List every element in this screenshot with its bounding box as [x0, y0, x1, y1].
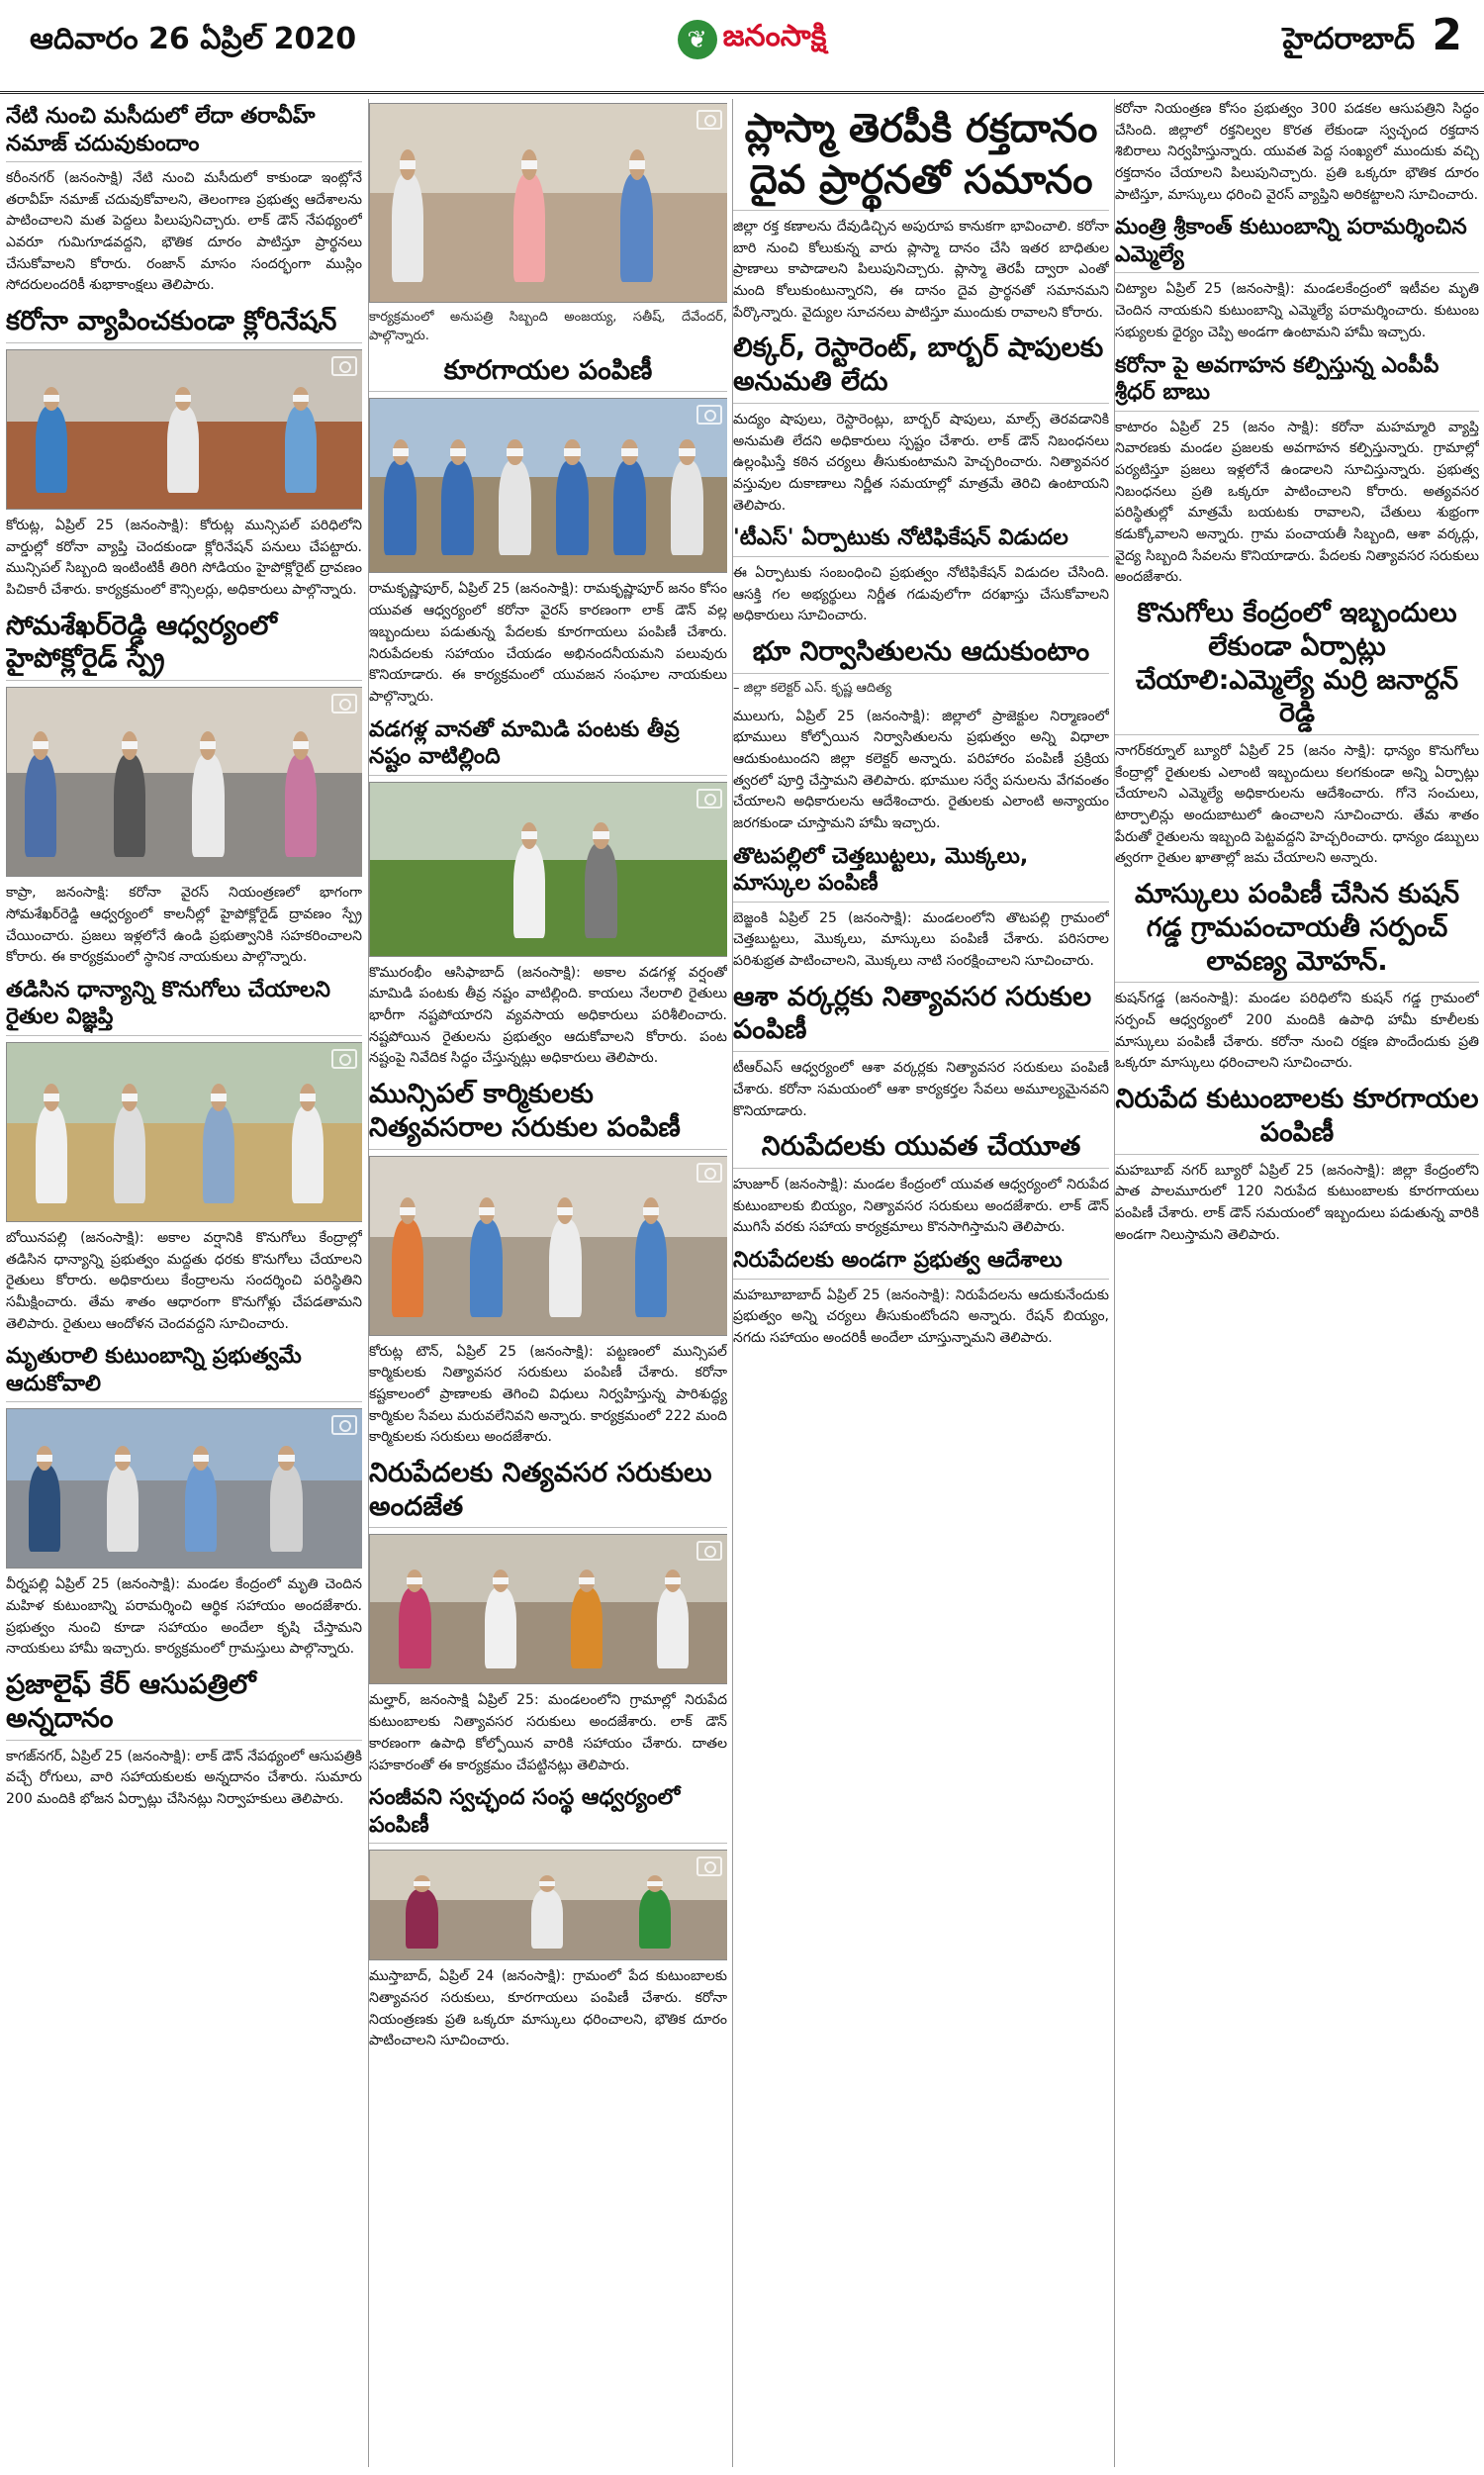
news-photo — [6, 1042, 362, 1222]
article-body: కాగజ్‌నగర్, ఏప్రిల్ 25 (జనంసాక్షి): లాక్ డౌన్ నేపథ్యంలో ఆసుపత్రికి వచ్చే రోగులు, వారి సహాయకులకు అన్నదానం చేశారు. సుమారు 200 మందికి భోజన ఏర్పాట్లు చేసినట్లు నిర్వాహకులు తెలిపారు. — [6, 1748, 362, 1807]
edition-city: హైదరాబాద్ — [1282, 22, 1415, 56]
article-headline: నిరుపేదలకు నిత్యవసర సరుకులు అందజేత — [369, 1457, 727, 1529]
article-headline: మాస్కులు పంపిణీ చేసిన కుషన్ గడ్డ గ్రామపంచాయతీ సర్పంచ్ లావణ్య మోహన్. — [1115, 878, 1479, 983]
masthead — [0, 0, 1484, 94]
camera-icon — [696, 789, 722, 809]
article-body: కొమురంభీం ఆసిఫాబాద్ (జనంసాక్షి): అకాల వడగళ్ల వర్షంతో మామిడి పంటకు తీవ్ర నష్టం వాటిల్లింది. కాయలు నేలరాలి రైతులు భారీగా నష్టపోయారని వ్యవసాయ అధికారులు పరిశీలించారు. నష్టపోయిన రైతులను ప్రభుత్వం ఆదుకోవాలని కోరారు. పంట నష్టంపై నివేదిక సిద్ధం చేస్తున్నట్లు అధికారులు తెలిపారు. — [369, 964, 727, 1067]
article-headline: ప్రజాలైఫ్ కేర్ ఆసుపత్రిలో అన్నదానం — [6, 1668, 362, 1741]
article-headline: కొనుగోలు కేంద్రంలో ఇబ్బందులు లేకుండా ఏర్పాట్లు చేయాలి:ఎమ్మెల్యే మర్రి జనార్దన్ రెడ్డి — [1115, 597, 1479, 735]
article-body: మహబూబాబాద్ ఏప్రిల్ 25 (జనంసాక్షి): నిరుపేదలను ఆదుకునేందుకు ప్రభుత్వం అన్ని చర్యలు తీసుకుంటోందని అన్నారు. రేషన్ బియ్యం, నగదు సహాయం అందరికీ అందేలా చూస్తున్నామని తెలిపారు. — [733, 1286, 1109, 1346]
article-byline: – జిల్లా కలెక్టర్ ఎస్. కృష్ణ ఆదిత్య — [733, 680, 892, 696]
article-body: మహబూబ్ నగర్ బ్యూరో ఏప్రిల్ 25 (జనంసాక్షి): జిల్లా కేంద్రంలోని పాత పాలమూరులో 120 నిరుపేద కుటుంబాలకు కూరగాయలు పంపిణీ చేశారు. లాక్ డౌన్ సమయంలో ఇబ్బందులు పడుతున్న వారికి అండగా నిలుస్తామని తెలిపారు. — [1115, 1162, 1479, 1243]
camera-icon — [331, 1415, 357, 1435]
article-headline: నేటి నుంచి మసీదులో లేదా తరావీహ్ నమాజ్ చదువుకుందాం — [6, 103, 362, 162]
column-4 — [1114, 99, 1479, 2467]
article-headline: కూరగాయల పంపిణీ — [369, 354, 727, 393]
article-body: జిల్లా రక్త కణాలను దేవుడిచ్చిన అపురూప కానుకగా భావించాలి. కరోనా బారి నుంచి కోలుకున్న వారు ప్లాస్మా దానం చేసి ఇతర బాధితుల ప్రాణాలు కాపాడాలని పిలుపునిచ్చారు. ప్లాస్మా తెరపీ ద్వారా ఎంతో మంది కోలుకుంటున్నారని, ఈ దానం దైవ ప్రార్థనతో సమానమని పేర్కొన్నారు. వైద్యుల సూచనలు పాటిస్తూ ముందుకు రావాలని కోరారు. — [733, 219, 1109, 321]
photo-caption: కార్యక్రమంలో అనుపత్రి సిబ్బంది అంజయ్య, సతీష్, దేవేందర్, పాల్గొన్నారు. — [369, 310, 727, 343]
camera-icon — [331, 356, 357, 376]
paper-logo — [653, 10, 851, 69]
article-headline: మున్సిపల్ కార్మికులకు నిత్యవసరాల సరుకుల పంపిణీ — [369, 1078, 727, 1150]
article-headline: సంజీవని స్వచ్ఛంద సంస్థ ఆధ్వర్యంలో పంపిణీ — [369, 1784, 727, 1844]
article-body: కుషన్‌గడ్డ (జనంసాక్షి): మండల పరిధిలోని కుషన్ గడ్డ గ్రామంలో సర్పంచ్ ఆధ్వర్యంలో 200 మందికి ఉపాధి హామీ కూలీలకు మాస్కులు పంపిణీ చేశారు. కరోనా నుంచి రక్షణ పొందేందుకు ప్రతి ఒక్కరూ మాస్కులు ధరించాలని సూచించారు. — [1115, 991, 1479, 1072]
article-body: టీఆర్ఎస్ ఆధ్వర్యంలో ఆశా వర్కర్లకు నిత్యావసర సరుకులు పంపిణీ చేశారు. కరోనా సమయంలో ఆశా కార్యకర్తల సేవలు అమూల్యమైనవని కొనియాడారు. — [733, 1060, 1109, 1119]
article-body: వీర్నపల్లి ఏప్రిల్ 25 (జనంసాక్షి): మండల కేంద్రంలో మృతి చెందిన మహిళ కుటుంబాన్ని పరామర్శించి ఆర్థిక సహాయం అందజేశారు. ప్రభుత్వం నుంచి కూడా సహాయం అందేలా కృషి చేస్తామని నాయకులు హామీ ఇచ్చారు. కార్యక్రమంలో గ్రామస్తులు పాల్గొన్నారు. — [6, 1576, 362, 1658]
article-headline: భూ నిర్వాసితులను ఆదుకుంటాం — [733, 635, 1109, 674]
camera-icon — [696, 1541, 722, 1561]
article-body: కాప్రా, జనంసాక్షి: కరోనా వైరస్ నియంత్రణలో భాగంగా సోమశేఖర్‌రెడ్డి ఆధ్వర్యంలో కాలనీల్లో హైపోక్లోరైడ్ ద్రావణం స్ప్రే చేయించారు. ప్రజలు ఇళ్లలోనే ఉండి ప్రభుత్వానికి సహకరించాలని కోరారు. ఈ కార్యక్రమంలో స్థానిక నాయకులు పాల్గొన్నారు. — [6, 885, 362, 966]
camera-icon — [696, 1163, 722, 1183]
article-body: మద్యం షాపులు, రెస్టారెంట్లు, బార్బర్ షాపులు, మాల్స్ తెరవడానికి అనుమతి లేదని అధికారులు స్పష్టం చేశారు. లాక్ డౌన్ నిబంధనలు ఉల్లంఘిస్తే కఠిన చర్యలు తీసుకుంటామని హెచ్చరించారు. నిత్యావసర వస్తువుల దుకాణాలు నిర్ణీత సమయాల్లో మాత్రమే తెరిచి ఉంటాయని తెలిపారు. — [733, 411, 1109, 514]
article-headline: 'టీఎస్' ఏర్పాటుకు నోటిఫికేషన్ విడుదల — [733, 524, 1109, 557]
column-3 — [732, 99, 1109, 2467]
issue-date: ఆదివారం 26 ఏప్రిల్ 2020 — [30, 22, 357, 56]
article-headline: నిరుపేద కుటుంబాలకు కూరగాయల పంపిణీ — [1115, 1083, 1479, 1155]
article-headline: తడిసిన ధాన్యాన్ని కొనుగోలు చేయాలని రైతుల విజ్ఞప్తి — [6, 977, 362, 1036]
news-photo — [6, 1408, 362, 1569]
news-photo — [6, 349, 362, 510]
article-body: హుజూర్ (జనంసాక్షి): మండల కేంద్రంలో యువత ఆధ్వర్యంలో నిరుపేద కుటుంబాలకు బియ్యం, నిత్యావసర సరుకులు అందజేశారు. లాక్ డౌన్ ముగిసే వరకు సహాయ కార్యక్రమాలు కొనసాగిస్తామని తెలిపారు. — [733, 1177, 1109, 1236]
article-headline: కరోనా వ్యాపించకుండా క్లోరినేషన్ — [6, 305, 362, 343]
article-headline: తొటపల్లిలో చెత్తబుట్టలు, మొక్కలు, మాస్కుల పంపిణీ — [733, 843, 1109, 903]
article-body: చిట్యాల ఏప్రిల్ 25 (జనంసాక్షి): మండలకేంద్రంలో ఇటీవల మృతి చెందిన నాయకుని కుటుంబాన్ని ఎమ్మెల్యే పరామర్శించారు. కుటుంబ సభ్యులకు ధైర్యం చెప్పి అండగా ఉంటామని హామీ ఇచ్చారు. — [1115, 281, 1479, 340]
lead-headline: ప్లాస్మా తెరపీకి రక్తదానం దైవ ప్రార్థనతో సమానం — [733, 103, 1109, 211]
column-2 — [368, 99, 727, 2467]
article-body: ముస్తాబాద్, ఏప్రిల్ 24 (జనంసాక్షి): గ్రామంలో పేద కుటుంబాలకు నిత్యావసర సరుకులు, కూరగాయలు పంపిణీ చేశారు. కరోనా నియంత్రణకు ప్రతి ఒక్కరూ మాస్కులు ధరించాలని, భౌతిక దూరం పాటించాలని సూచించారు. — [369, 1968, 727, 2049]
article-body: కోరుట్ల టౌన్, ఏప్రిల్ 25 (జనంసాక్షి): పట్టణంలో మున్సిపల్ కార్మికులకు నిత్యావసర సరుకులు పంపిణీ చేశారు. కరోనా కష్టకాలంలో ప్రాణాలకు తెగించి విధులు నిర్వహిస్తున్న పారిశుద్ధ్య కార్మికుల సేవలు మరువలేనివని అన్నారు. కార్యక్రమంలో 222 మంది కార్మికులకు సరుకులు అందజేశారు. — [369, 1343, 727, 1446]
article-body: మల్హార్, జనంసాక్షి ఏప్రిల్ 25: మండలంలోని గ్రామాల్లో నిరుపేద కుటుంబాలకు నిత్యావసర సరుకులు అందజేశారు. లాక్ డౌన్ కారణంగా ఉపాధి కోల్పోయిన వారికి సహాయం చేశారు. దాతల సహకారంతో ఈ కార్యక్రమం చేపట్టినట్లు తెలిపారు. — [369, 1692, 727, 1773]
article-headline: మృతురాలి కుటుంబాన్ని ప్రభుత్వమే ఆదుకోవాలి — [6, 1343, 362, 1402]
article-headline: నిరుపేదలకు అండగా ప్రభుత్వ ఆదేశాలు — [733, 1247, 1109, 1280]
article-body: కరోనా నియంత్రణ కోసం ప్రభుత్వం 300 పడకల ఆసుపత్రిని సిద్ధం చేసింది. జిల్లాలో రక్తనిల్వల కొరత లేకుండా స్వచ్ఛంద రక్తదాన శిబిరాలు నిర్వహిస్తున్నారు. యువత పెద్ద సంఖ్యలో ముందుకు వచ్చి రక్తదానం చేయాలని పిలుపునిచ్చారు. ప్రతి ఒక్కరూ భౌతిక దూరం పాటిస్తూ, మాస్కులు ధరించి వైరస్ వ్యాప్తిని అరికట్టాలని సూచించారు. — [1115, 101, 1479, 203]
camera-icon — [331, 1049, 357, 1069]
camera-icon — [696, 405, 722, 425]
camera-icon — [331, 694, 357, 714]
news-photo — [369, 398, 727, 573]
article-body: రామకృష్ణాపూర్, ఏప్రిల్ 25 (జనంసాక్షి): రామకృష్ణాపూర్ జనం కోసం యువత ఆధ్వర్యంలో కరోనా వైరస్ కారణంగా లాక్ డౌన్ వల్ల ఇబ్బందులు పడుతున్న పేదలకు కూరగాయలు పంపిణీ చేశారు. నిరుపేదలకు సహాయం చేయడం అభినందనీయమని పలువురు కొనియాడారు. ఈ కార్యక్రమంలో యువజన సంఘాల నాయకులు పాల్గొన్నారు. — [369, 581, 727, 705]
news-photo — [369, 1850, 727, 1960]
camera-icon — [696, 1856, 722, 1876]
article-body: నాగర్‌కర్నూల్ బ్యూరో ఏప్రిల్ 25 (జనం సాక్షి): ధాన్యం కొనుగోలు కేంద్రాల్లో రైతులకు ఎలాంటి ఇబ్బందులు కలగకుండా అన్ని ఏర్పాట్లు చేయాలని ఎమ్మెల్యే అధికారులను ఆదేశించారు. గోనె సంచులు, టార్పాలిన్లు అందుబాటులో ఉంచాలని సూచించారు. తేమ శాతం పేరుతో రైతులను ఇబ్బంది పెట్టవద్దని హెచ్చరించారు. ధాన్యం డబ్బులు త్వరగా రైతుల ఖాతాల్లో జమ చేయాలని అన్నారు. — [1115, 743, 1479, 867]
article-headline: సోమశేఖర్‌రెడ్డి ఆధ్వర్యంలో హైపోక్లోరైడ్ స్ప్రే — [6, 610, 362, 682]
news-photo — [6, 687, 362, 877]
article-headline: మంత్రి శ్రీకాంత్ కుటుంబాన్ని పరామర్శించిన ఎమ్మెల్యే — [1115, 214, 1479, 273]
article-headline: వడగళ్ల వానతో మామిడి పంటకు తీవ్ర నష్టం వాటిల్లింది — [369, 716, 727, 776]
leaf-logo-icon: ❦ — [678, 20, 717, 59]
news-photo — [369, 103, 727, 303]
article-body: బెజ్జంకి ఏప్రిల్ 25 (జనంసాక్షి): మండలంలోని తొటపల్లి గ్రామంలో చెత్తబుట్టలు, మొక్కలు, మాస్కులు పంపిణీ చేశారు. పరిసరాల పరిశుభ్రత పాటించాలని, మొక్కలు నాటి సంరక్షించాలని సూచించారు. — [733, 909, 1109, 970]
article-headline: లిక్కర్, రెస్టారెంట్, బార్బర్ షాపులకు అనుమతి లేదు — [733, 332, 1109, 404]
article-body: కరీంనగర్ (జనంసాక్షి) నేటి నుంచి మసీదులో కాకుండా ఇంట్లోనే తరావీహ్ నమాజ్ చదువుకోవాలని, తెలంగాణ ప్రభుత్వ ఆదేశాలను పాటించాలని మత పెద్దలు పిలుపునిచ్చారు. లాక్ డౌన్ నేపథ్యంలో ఎవరూ గుమిగూడవద్దని, భౌతిక దూరం పాటిస్తూ ప్రార్థనలు చేసుకోవాలని కోరారు. రంజాన్ మాసం సందర్భంగా ముస్లిం సోదరులందరికీ శుభాకాంక్షలు తెలిపారు. — [6, 170, 362, 294]
article-headline: కరోనా పై అవగాహన కల్పిస్తున్న ఎంపీపీ శ్రీధర్ బాబు — [1115, 352, 1479, 412]
article-body: కాటారం ఏప్రిల్ 25 (జనం సాక్షి): కరోనా మహమ్మారి వ్యాప్తి నివారణకు మండల ప్రజలకు అవగాహన కల్పిస్తున్నారు. గ్రామాల్లో పర్యటిస్తూ ప్రజలు ఇళ్లలోనే ఉండాలని సూచిస్తున్నారు. ప్రభుత్వ నిబంధనలు ప్రతి ఒక్కరూ పాటించాలని కోరారు. అత్యవసర పరిస్థితుల్లో మాత్రమే బయటకు రావాలని, చేతులు శుభ్రంగా కడుక్కోవాలని అన్నారు. గ్రామ పంచాయతీ సిబ్బంది, ఆశా వర్కర్లు, వైద్య సిబ్బంది సేవలను కొనియాడారు. పేదలకు నిత్యావసర సరుకులు అందజేశారు. — [1115, 419, 1479, 586]
news-photo — [369, 782, 727, 957]
article-body: బోయినపల్లి (జనంసాక్షి): అకాల వర్షానికి కొనుగోలు కేంద్రాల్లో తడిసిన ధాన్యాన్ని ప్రభుత్వం మద్దతు ధరకు కొనుగోలు చేయాలని రైతులు కోరారు. అధికారులు కేంద్రాలను సందర్శించి పరిస్థితిని సమీక్షించారు. తేమ శాతం ఆధారంగా కొనుగోళ్లు చేపడతామని తెలిపారు. రైతులు ఆందోళన చెందవద్దని సూచించారు. — [6, 1229, 362, 1332]
news-photo — [369, 1156, 727, 1336]
article-body: ఈ ఏర్పాటుకు సంబంధించి ప్రభుత్వం నోటిఫికేషన్ విడుదల చేసింది. ఆసక్తి గల అభ్యర్థులు నిర్ణీత గడువులోగా దరఖాస్తు చేసుకోవాలని అధికారులు సూచించారు. — [733, 564, 1109, 624]
page-number: 2 — [1432, 10, 1462, 60]
column-1 — [6, 99, 362, 2467]
camera-icon — [696, 110, 722, 130]
paper-name: జనంసాక్షి — [722, 19, 827, 53]
news-photo — [369, 1534, 727, 1684]
article-headline: నిరుపేదలకు యువత చేయూత — [733, 1130, 1109, 1169]
article-body: ములుగు, ఏప్రిల్ 25 (జనంసాక్షి): జిల్లాలో ప్రాజెక్టుల నిర్మాణంలో భూములు కోల్పోయిన నిర్వాసితులను ప్రభుత్వం అన్ని విధాలా ఆదుకుంటుందని జిల్లా కలెక్టర్ అన్నారు. పరిహారం పంపిణీ ప్రక్రియ త్వరలో పూర్తి చేస్తామని తెలిపారు. భూముల సర్వే పనులను వేగవంతం చేయాలని అధికారులను ఆదేశించారు. రైతులకు ఎలాంటి అన్యాయం జరగకుండా చూస్తామని హామీ ఇచ్చారు. — [733, 708, 1109, 831]
article-body: కోరుట్ల, ఏప్రిల్ 25 (జనంసాక్షి): కోరుట్ల మున్సిపల్ పరిధిలోని వార్డుల్లో కరోనా వ్యాప్తి చెందకుండా క్లోరినేషన్ పనులు చేపట్టారు. మున్సిపల్ సిబ్బంది ఇంటింటికీ తిరిగి సోడియం హైపోక్లోరైట్ ద్రావణం పిచికారీ చేశారు. కార్యక్రమంలో కౌన్సిలర్లు, అధికారులు పాల్గొన్నారు. — [6, 517, 362, 598]
article-headline: ఆశా వర్కర్లకు నిత్యావసర సరుకుల పంపిణీ — [733, 981, 1109, 1053]
